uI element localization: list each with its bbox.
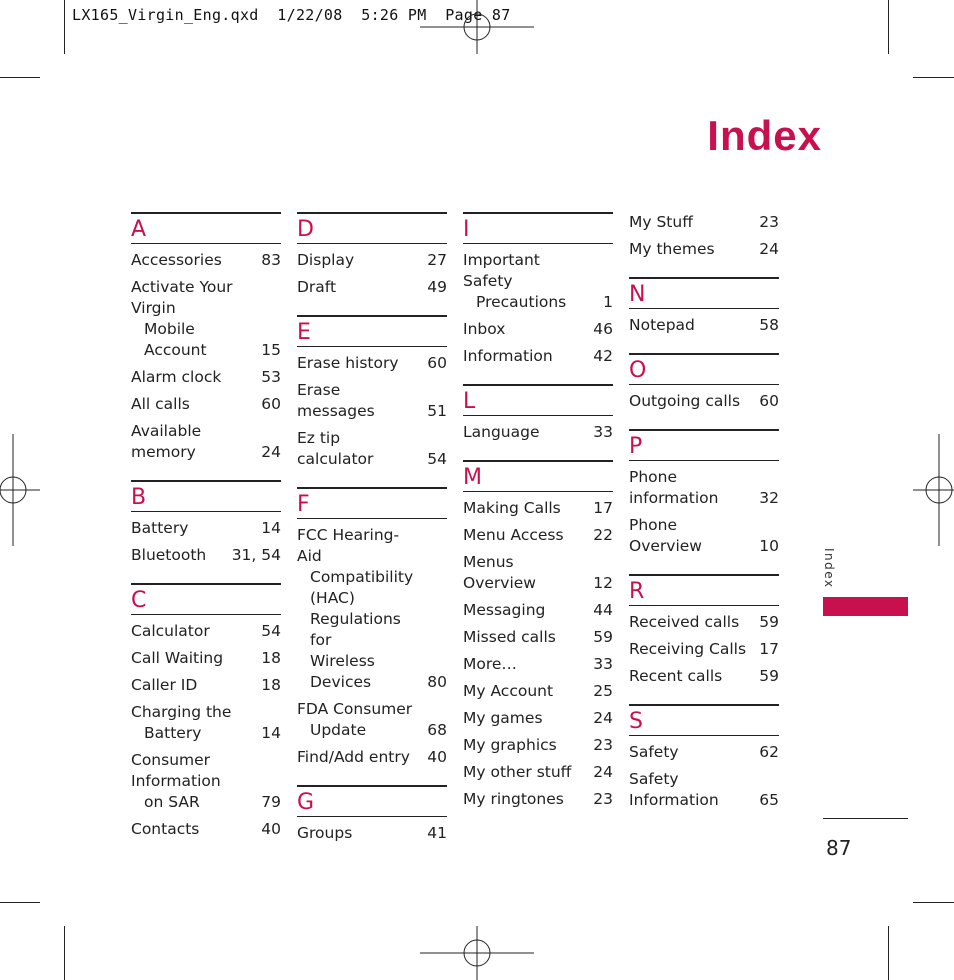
section-header [629, 574, 779, 606]
index-entry-page: 17 [759, 640, 779, 658]
index-entry-page: 31, 54 [231, 546, 281, 564]
index-entry-label [629, 612, 747, 633]
index-entry [629, 515, 779, 557]
index-entry-line: Safety [629, 743, 679, 761]
index-entry [131, 621, 281, 642]
section-letter: L [463, 389, 476, 414]
crop-mark [64, 0, 65, 54]
index-entry [463, 762, 613, 783]
index-entry-line: My themes [629, 240, 715, 258]
index-entry [629, 769, 779, 811]
index-entry [131, 702, 281, 744]
index-entry-line: Available memory [131, 422, 202, 461]
index-entry-label [131, 421, 249, 463]
index-entry-line: Wireless Devices [310, 652, 375, 691]
index-section [463, 460, 613, 810]
registration-mark-bottom [420, 926, 534, 980]
index-entry [131, 675, 281, 696]
index-section [463, 384, 613, 443]
index-entry-page: 68 [427, 721, 447, 739]
index-entry-line: Outgoing calls [629, 392, 741, 410]
index-entry-line: My Account [463, 682, 554, 700]
index-entry [297, 428, 447, 470]
index-column [297, 212, 447, 861]
index-section [629, 429, 779, 557]
index-entry-line: More… [463, 655, 517, 673]
index-entry [131, 518, 281, 539]
index-entry-line: All calls [131, 395, 190, 413]
index-entry-label [463, 422, 581, 443]
index-entry-label [629, 391, 747, 412]
index-entry-line: Menus Overview [463, 553, 536, 592]
index-entry-page: 60 [427, 354, 447, 372]
index-entry-line: Find/Add entry [297, 748, 410, 766]
section-header [629, 704, 779, 736]
index-entry-line: Phone Overview [629, 516, 702, 555]
index-section [131, 583, 281, 840]
index-entry-page: 17 [593, 499, 613, 517]
section-letter: I [463, 217, 470, 242]
index-entry-line: Consumer Information [131, 751, 221, 790]
index-entry-page: 14 [261, 724, 281, 742]
index-entry-line: My games [463, 709, 543, 727]
index-entry-page: 33 [593, 423, 613, 441]
index-entry-label [463, 600, 581, 621]
index-entry [629, 212, 779, 233]
index-entry [629, 391, 779, 412]
index-section [629, 574, 779, 687]
index-section [297, 315, 447, 470]
index-entry-line: Groups [297, 824, 353, 842]
index-entry-label [131, 621, 249, 642]
index-entry-page: 53 [261, 368, 281, 386]
section-letter: N [629, 282, 646, 307]
side-tab-bar [823, 597, 908, 616]
index-entry-label [297, 525, 415, 693]
index-entry-label [297, 380, 415, 422]
index-entry-page: 51 [427, 402, 447, 420]
index-entry-line: Information [463, 347, 553, 365]
index-entry-label [463, 346, 581, 367]
index-entry-line: My other stuff [463, 763, 572, 781]
index-entry-label [131, 702, 249, 744]
index-entry [297, 353, 447, 374]
index-entry-label [131, 367, 249, 388]
index-entry-page: 54 [261, 622, 281, 640]
crop-mark [0, 902, 40, 903]
index-entry-label [131, 277, 249, 361]
index-entry [131, 648, 281, 669]
side-tab-label-wrap [812, 548, 852, 588]
index-entry-line: on SAR [144, 793, 200, 811]
index-entry-page: 46 [593, 320, 613, 338]
index-entry-label [463, 762, 581, 783]
index-entry-label [131, 394, 249, 415]
index-entry-label [463, 654, 581, 675]
section-header [297, 487, 447, 519]
index-entry-page: 59 [759, 667, 779, 685]
section-header [463, 460, 613, 492]
section-letter: A [131, 217, 147, 242]
index-entry-line: My ringtones [463, 790, 564, 808]
index-entry-label [463, 708, 581, 729]
index-entry-line: Making Calls [463, 499, 561, 517]
index-entry-label [629, 515, 747, 557]
crop-mark [0, 77, 40, 78]
index-entry-page: 27 [427, 251, 447, 269]
side-tab-label: Index [822, 548, 836, 589]
index-entry-page: 23 [593, 790, 613, 808]
index-section [463, 212, 613, 367]
index-entry [463, 498, 613, 519]
index-entry [297, 277, 447, 298]
section-letter: P [629, 434, 643, 459]
index-entry-label [629, 212, 747, 233]
index-entry-page: 18 [261, 649, 281, 667]
index-entry [629, 742, 779, 763]
index-entry-label [629, 742, 747, 763]
index-entry [463, 708, 613, 729]
index-entry-label [297, 277, 415, 298]
index-entry-page: 44 [593, 601, 613, 619]
index-entry-label [629, 769, 747, 811]
crop-mark [888, 0, 889, 54]
index-entry-line: Display [297, 251, 355, 269]
index-entry [463, 250, 613, 313]
index-entry-line: Recent calls [629, 667, 723, 685]
index-entry-page: 24 [593, 763, 613, 781]
index-entry-label [463, 250, 581, 313]
index-entry-page: 41 [427, 824, 447, 842]
index-entry-line: Received calls [629, 613, 740, 631]
index-entry-page: 33 [593, 655, 613, 673]
index-entry [297, 823, 447, 844]
index-entry-label [629, 467, 747, 509]
index-entry [131, 250, 281, 271]
index-entry [297, 250, 447, 271]
index-entry [131, 394, 281, 415]
index-entry-line: Bluetooth [131, 546, 207, 564]
registration-mark-top [420, 0, 534, 54]
page-number: 87 [826, 836, 852, 860]
index-entry-label [297, 823, 415, 844]
crop-mark [888, 926, 889, 980]
index-entry-line: Safety Information [629, 770, 719, 809]
section-letter: C [131, 588, 147, 613]
index-entry [463, 525, 613, 546]
index-entry-line: Receiving Calls [629, 640, 747, 658]
section-header [131, 480, 281, 512]
index-column [463, 212, 613, 827]
index-entry [297, 380, 447, 422]
index-entry-page: 60 [759, 392, 779, 410]
index-entry-page: 83 [261, 251, 281, 269]
index-entry [629, 315, 779, 336]
index-entry-line: Notepad [629, 316, 695, 334]
index-entry [629, 639, 779, 660]
print-slug: LX165_Virgin_Eng.qxd 1/22/08 5:26 PM Page 87 [72, 6, 511, 24]
folio-rule [823, 818, 908, 819]
index-entry [629, 467, 779, 509]
index-entry-label [297, 428, 415, 470]
index-entry [463, 552, 613, 594]
index-entry-line: Language [463, 423, 540, 441]
index-entry-page: 79 [261, 793, 281, 811]
index-entry-label [297, 353, 415, 374]
index-entry-line: Accessories [131, 251, 222, 269]
index-entry [131, 750, 281, 813]
section-letter: S [629, 709, 643, 734]
index-entry-page: 65 [759, 791, 779, 809]
index-section [131, 212, 281, 463]
index-entry [297, 699, 447, 741]
section-header [629, 277, 779, 309]
index-entry-label [297, 699, 415, 741]
index-section [629, 277, 779, 336]
index-section [297, 487, 447, 768]
index-entry-label [463, 319, 581, 340]
index-entry [629, 666, 779, 687]
index-entry [463, 681, 613, 702]
registration-mark-left [0, 434, 40, 546]
section-header [629, 429, 779, 461]
index-entry-line: Battery [144, 724, 202, 742]
index-entry-line: Missed calls [463, 628, 556, 646]
index-entry [131, 421, 281, 463]
index-section [131, 480, 281, 566]
index-entry-page: 24 [261, 443, 281, 461]
section-header [131, 583, 281, 615]
index-entry-line: My graphics [463, 736, 557, 754]
index-entry-line: Ez tip calculator [297, 429, 374, 468]
index-entry [131, 819, 281, 840]
index-section [297, 212, 447, 298]
section-header [131, 212, 281, 244]
section-letter: D [297, 217, 314, 242]
crop-mark [913, 902, 954, 903]
index-section [629, 353, 779, 412]
index-entry-page: 24 [759, 240, 779, 258]
index-continued-entries [629, 212, 779, 260]
index-entry-page: 42 [593, 347, 613, 365]
section-letter: E [297, 320, 311, 345]
index-entry [629, 239, 779, 260]
index-entry-page: 1 [603, 293, 613, 311]
index-entry-label [297, 250, 415, 271]
index-entry-label [629, 666, 747, 687]
section-header [297, 212, 447, 244]
index-entry-label [463, 789, 581, 810]
index-entry-page: 59 [593, 628, 613, 646]
index-entry-label [463, 525, 581, 546]
index-entry [463, 789, 613, 810]
index-entry [463, 422, 613, 443]
index-entry-line: Activate Your Virgin [131, 278, 233, 317]
index-entry-line: Call Waiting [131, 649, 224, 667]
index-entry [463, 600, 613, 621]
index-entry-page: 15 [261, 341, 281, 359]
crop-mark [913, 77, 954, 78]
index-entry [131, 277, 281, 361]
index-entry-page: 24 [593, 709, 613, 727]
index-entry-label [463, 552, 581, 594]
index-entry-label [629, 639, 747, 660]
index-entry-page: 23 [593, 736, 613, 754]
index-entry-page: 12 [593, 574, 613, 592]
index-section [629, 704, 779, 811]
index-entry-page: 14 [261, 519, 281, 537]
index-entry-line: Caller ID [131, 676, 198, 694]
index-entry-label [131, 648, 249, 669]
section-header [297, 785, 447, 817]
index-entry-line: Menu Access [463, 526, 564, 544]
section-letter: G [297, 790, 315, 815]
index-entry-line: Calculator [131, 622, 210, 640]
index-entry-page: 60 [261, 395, 281, 413]
section-header [297, 315, 447, 347]
index-section [297, 785, 447, 844]
index-entry-line: Battery [131, 519, 189, 537]
index-entry-label [463, 735, 581, 756]
index-entry-line: Important Safety [463, 251, 540, 290]
index-entry-line: Charging the [131, 703, 232, 721]
index-entry-label [463, 627, 581, 648]
index-entry [297, 525, 447, 693]
index-entry-page: 58 [759, 316, 779, 334]
index-column [629, 212, 779, 828]
index-entry-line: FDA Consumer [297, 700, 413, 718]
index-entry-page: 25 [593, 682, 613, 700]
index-entry [463, 735, 613, 756]
index-entry-label [463, 681, 581, 702]
section-header [463, 212, 613, 244]
index-entry-line: Messaging [463, 601, 546, 619]
index-entry [131, 367, 281, 388]
index-entry [463, 319, 613, 340]
section-letter: B [131, 485, 147, 510]
index-entry-line: My Stuff [629, 213, 693, 231]
index-entry-label [629, 239, 747, 260]
index-entry-page: 22 [593, 526, 613, 544]
index-entry-page: 49 [427, 278, 447, 296]
section-header [463, 384, 613, 416]
index-entry-line: Mobile Account [144, 320, 207, 359]
index-entry-line: Alarm clock [131, 368, 222, 386]
index-entry [131, 545, 281, 566]
registration-mark-right [913, 434, 954, 546]
index-entry-label [629, 315, 747, 336]
index-entry-label [131, 518, 249, 539]
index-entry-line: Erase messages [297, 381, 375, 420]
index-entry-line: Contacts [131, 820, 200, 838]
index-entry-page: 40 [427, 748, 447, 766]
section-letter: O [629, 358, 647, 383]
index-entry [297, 747, 447, 768]
section-letter: M [463, 465, 482, 490]
crop-mark [64, 926, 65, 980]
index-entry-line: Update [310, 721, 367, 739]
index-entry-page: 10 [759, 537, 779, 555]
index-entry [629, 612, 779, 633]
index-entry [463, 654, 613, 675]
index-entry-line: Precautions [476, 293, 567, 311]
index-entry-label [131, 250, 249, 271]
page-title: Index [707, 112, 822, 159]
index-entry-page: 62 [759, 743, 779, 761]
index-entry-label [131, 675, 249, 696]
index-entry-label [131, 819, 249, 840]
index-entry-page: 54 [427, 450, 447, 468]
index-entry [463, 627, 613, 648]
index-entry-label [463, 498, 581, 519]
index-entry-line: FCC Hearing-Aid [297, 526, 400, 565]
index-entry-page: 40 [261, 820, 281, 838]
index-entry-line: Erase history [297, 354, 399, 372]
index-entry-page: 59 [759, 613, 779, 631]
index-entry [463, 346, 613, 367]
index-entry-page: 18 [261, 676, 281, 694]
index-entry-page: 23 [759, 213, 779, 231]
index-entry-label [131, 750, 249, 813]
index-entry-line: Inbox [463, 320, 506, 338]
index-entry-line: Compatibility (HAC) [310, 568, 414, 607]
section-header [629, 353, 779, 385]
index-entry-page: 80 [427, 673, 447, 691]
index-entry-line: Regulations for [310, 610, 401, 649]
section-letter: F [297, 492, 310, 517]
index-entry-line: Draft [297, 278, 337, 296]
index-entry-label [297, 747, 415, 768]
index-entry-page: 32 [759, 489, 779, 507]
index-entry-line: Phone information [629, 468, 719, 507]
index-column [131, 212, 281, 857]
section-letter: R [629, 579, 645, 604]
